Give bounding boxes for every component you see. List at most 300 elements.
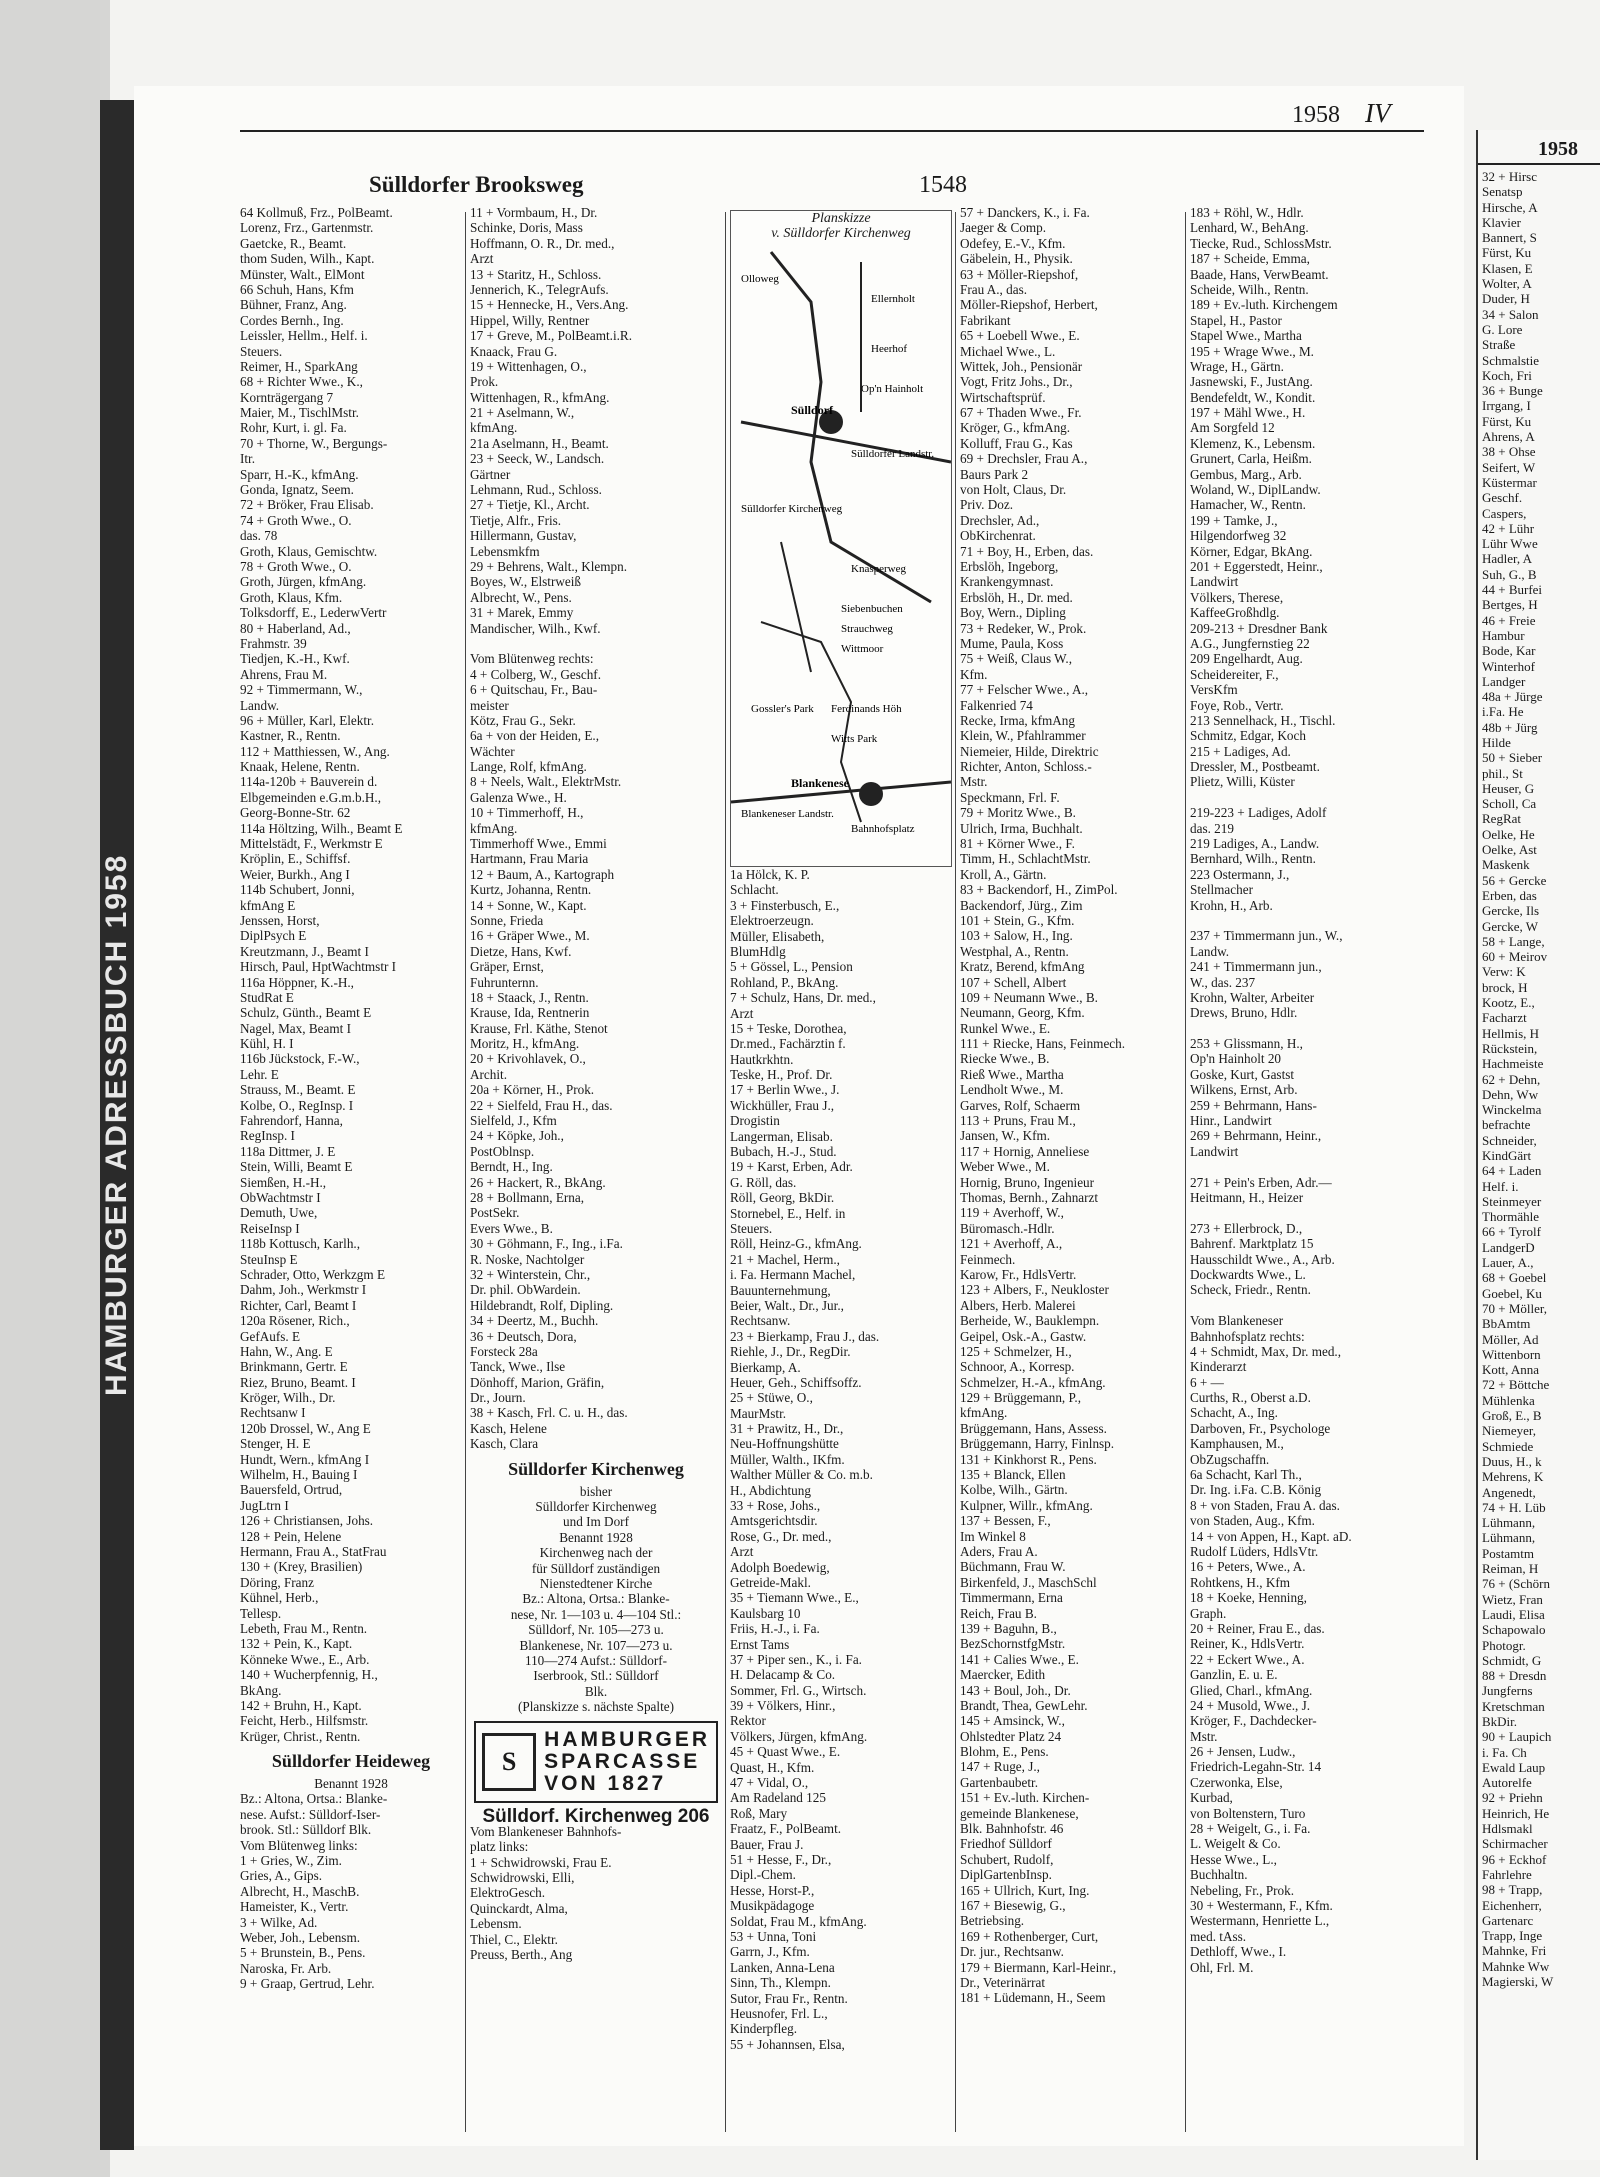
directory-entry: Blk. Bahnhofstr. 46 xyxy=(960,1821,1064,1837)
directory-entry: Timmermann, Erna xyxy=(960,1590,1063,1606)
directory-entry: Buchhaltn. xyxy=(1190,1867,1248,1883)
directory-entry: Ganzlin, E. u. E. xyxy=(1190,1667,1278,1683)
directory-entry: 1 + Schwidrowski, Frau E. xyxy=(470,1854,612,1870)
directory-entry: Schubert, Rudolf, xyxy=(960,1851,1054,1867)
directory-entry: Kott, Anna xyxy=(1482,1362,1540,1378)
map-label: Sülldorfer Kirchenweg xyxy=(741,502,843,515)
directory-entry: Angenedt, xyxy=(1482,1484,1536,1500)
directory-entry: 183 + Röhl, W., Hdlr. xyxy=(1190,205,1304,220)
ad-line-2: SPARCASSE xyxy=(544,1749,701,1773)
directory-entry: 56 + Gercke xyxy=(1482,872,1547,888)
directory-entry: 137 + Bessen, F., xyxy=(960,1513,1051,1529)
directory-entry: 189 + Ev.-luth. Kirchengem xyxy=(1190,297,1338,313)
directory-entry: Walther Müller & Co. m.b. xyxy=(730,1467,873,1483)
directory-entry: Kurbad, xyxy=(1190,1790,1233,1806)
directory-entry: Goske, Kurt, Gastst xyxy=(1190,1066,1295,1082)
column-4 xyxy=(960,205,1182,2090)
directory-entry: Kretschman xyxy=(1482,1698,1545,1714)
directory-entry: 24 + Köpke, Joh., xyxy=(470,1128,564,1144)
directory-entry: Scheck, Friedr., Rentn. xyxy=(1190,1282,1311,1298)
directory-entry: Weber Wwe., M. xyxy=(960,1159,1050,1175)
directory-entry: JugLtrn I xyxy=(240,1497,289,1513)
directory-entry: Boyes, W., Elstrweiß xyxy=(470,574,581,590)
directory-entry: 67 + Thaden Wwe., Fr. xyxy=(960,405,1082,421)
directory-entry: Nienstedtener Kirche xyxy=(539,1575,653,1591)
directory-entry: 179 + Biermann, Karl-Heinr., xyxy=(960,1959,1117,1975)
directory-entry: Strauss, M., Beamt. E xyxy=(240,1082,356,1098)
directory-entry: Dr. Ing. i.Fa. C.B. König xyxy=(1190,1482,1322,1498)
directory-entry: Wächter xyxy=(470,743,515,759)
directory-entry: das. 219 xyxy=(1190,820,1234,836)
directory-entry: 10 + Timmerhoff, H., xyxy=(470,805,584,821)
directory-entry: W., das. 237 xyxy=(1190,974,1256,990)
directory-entry: 269 + Behrmann, Heinr., xyxy=(1190,1128,1322,1144)
directory-entry: 114a-120b + Bauverein d. xyxy=(240,774,378,790)
directory-entry: Kröger, Wilh., Dr. xyxy=(240,1390,336,1406)
directory-entry: Brandt, Thea, GewLehr. xyxy=(960,1697,1088,1713)
header-volume: IV xyxy=(1365,98,1391,128)
directory-entry: 23 + Seeck, W., Landsch. xyxy=(470,451,605,467)
directory-entry: 12 + Baum, A., Kartograph xyxy=(470,866,615,882)
directory-entry: 75 + Weiß, Claus W., xyxy=(960,651,1073,667)
directory-entry: Rechtsanw. xyxy=(730,1313,791,1329)
map-label: Witts Park xyxy=(831,732,878,745)
directory-entry: Benannt 1928 xyxy=(559,1529,633,1545)
directory-entry: BkDir. xyxy=(1482,1713,1518,1729)
directory-entry: Jaeger & Comp. xyxy=(960,220,1047,236)
directory-entry: Knaak, Helene, Rentn. xyxy=(240,759,360,775)
directory-entry: 60 + Meirov xyxy=(1482,949,1548,965)
book-spine xyxy=(100,100,134,2150)
directory-entry: Groth, Klaus, Gemischtw. xyxy=(240,543,378,559)
directory-entry: Schmelzer, H.-A., kfmAng. xyxy=(960,1374,1106,1390)
directory-entry: Wilkens, Ernst, Arb. xyxy=(1190,1082,1298,1098)
directory-entry: Hilde xyxy=(1482,734,1511,750)
map-label: Blankenese xyxy=(791,775,850,790)
directory-entry: Michael Wwe., L. xyxy=(960,343,1056,359)
directory-entry: 129 + Brüggemann, P., xyxy=(960,1390,1081,1406)
directory-entry: Schneider, xyxy=(1482,1132,1537,1148)
directory-entry: Gries, A., Gips. xyxy=(240,1868,323,1884)
directory-entry: med. tAss. xyxy=(1190,1928,1247,1944)
directory-entry: Landger xyxy=(1482,673,1526,689)
directory-entry: Röll, Heinz-G., kfmAng. xyxy=(730,1236,862,1252)
directory-entry: Gercke, Ils xyxy=(1482,903,1540,919)
directory-entry: VersKfm xyxy=(1190,682,1238,698)
directory-entry: Lehr. E xyxy=(240,1066,279,1082)
directory-entry: 11 + Vormbaum, H., Dr. xyxy=(470,205,598,220)
directory-entry: Niemeyer, xyxy=(1482,1423,1536,1439)
directory-entry: DiplPsych E xyxy=(240,928,307,944)
directory-entry: Beier, Walt., Dr., Jur., xyxy=(730,1297,844,1313)
directory-entry: 66 Schuh, Hans, Kfm xyxy=(240,281,354,297)
directory-entry: Hellmis, H xyxy=(1482,1025,1540,1041)
directory-entry: Groth, Klaus, Kfm. xyxy=(240,589,343,605)
directory-entry: Seifert, W xyxy=(1482,459,1536,475)
directory-entry: Bubach, H.-J., Stud. xyxy=(730,1144,837,1160)
directory-entry: Kolbe, O., RegInsp. I xyxy=(240,1097,354,1113)
directory-entry: PostSekr. xyxy=(470,1205,520,1221)
directory-entry: 19 + Karst, Erben, Adr. xyxy=(730,1159,853,1175)
directory-entry: Neumann, Georg, Kfm. xyxy=(960,1005,1085,1021)
directory-entry: Hartmann, Frau Maria xyxy=(470,851,589,867)
directory-entry: Dietze, Hans, Kwf. xyxy=(470,943,572,959)
directory-entry: 98 + Trapp, xyxy=(1482,1882,1543,1898)
directory-entry: Kaulsbarg 10 xyxy=(730,1605,801,1621)
directory-entry: Preuss, Berth., Ang xyxy=(470,1947,573,1963)
directory-entry: das. 78 xyxy=(240,528,278,544)
directory-entry: Fraatz, F., PolBeamt. xyxy=(730,1821,842,1837)
directory-entry: Quinckardt, Alma, xyxy=(470,1900,568,1916)
directory-entry: Sinn, Th., Klempn. xyxy=(730,1975,831,1991)
directory-entry: Rose, G., Dr. med., xyxy=(730,1528,832,1544)
directory-entry: 116a Höppner, K.-H., xyxy=(240,974,354,990)
directory-entry: 25 + Stüwe, O., xyxy=(730,1390,813,1406)
directory-entry: Timm, H., SchlachtMstr. xyxy=(960,851,1091,867)
directory-entry: 22 + Eckert Wwe., A. xyxy=(1190,1651,1305,1667)
directory-entry: 114a Höltzing, Wilh., Beamt E xyxy=(240,820,403,836)
directory-entry: Falkenried 74 xyxy=(960,697,1033,713)
directory-entry: Kootz, E., xyxy=(1482,995,1535,1011)
directory-entry: Vom Blankeneser xyxy=(1190,1313,1284,1329)
directory-entry: 38 + Ohse xyxy=(1482,444,1536,460)
directory-entry: Dr. phil. ObWardein. xyxy=(470,1282,581,1298)
directory-entry: Könneke Wwe., E., Arb. xyxy=(240,1651,370,1667)
directory-entry: Maercker, Edith xyxy=(960,1667,1046,1683)
directory-entry: 213 Sennelhack, H., Tischl. xyxy=(1190,712,1336,728)
directory-entry: Bühner, Franz, Ang. xyxy=(240,297,347,313)
directory-entry: kfmAng E xyxy=(240,897,296,913)
directory-entry: Bernhard, Wilh., Rentn. xyxy=(1190,851,1316,867)
directory-entry: Gartenbaubetr. xyxy=(960,1774,1038,1790)
directory-entry: 111 + Riecke, Hans, Feinmech. xyxy=(960,1036,1126,1052)
ad-text-block xyxy=(544,1729,710,1795)
directory-entry: 140 + Wucherpfennig, H., xyxy=(240,1667,378,1683)
directory-entry: Krankengymnast. xyxy=(960,574,1054,590)
directory-entry: Rohtkens, H., Kfm xyxy=(1190,1574,1291,1590)
directory-entry xyxy=(1190,1021,1418,1036)
directory-entry: 77 + Felscher Wwe., A., xyxy=(960,682,1089,698)
directory-entry: Woland, W., DiplLandw. xyxy=(1190,482,1321,498)
facing-page-fragment xyxy=(1476,130,1600,2160)
directory-entry xyxy=(1190,790,1418,805)
directory-entry: 74 + H. Lüb xyxy=(1482,1499,1546,1515)
directory-entry: Hornig, Bruno, Ingenieur xyxy=(960,1174,1095,1190)
directory-entry: Geschf. xyxy=(1482,490,1523,506)
directory-entry: Stellmacher xyxy=(1190,882,1253,898)
directory-entry: Lühmann, xyxy=(1482,1515,1536,1531)
directory-entry: 44 + Burfei xyxy=(1482,582,1543,598)
map-label: Ferdinands Höh xyxy=(831,702,902,715)
directory-entry: 6 + Quitschau, Fr., Bau- xyxy=(470,682,598,698)
directory-entry: 9 + Graap, Gertrud, Lehr. xyxy=(240,1976,375,1992)
directory-entry: Rohr, Kurt, i. gl. Fa. xyxy=(240,420,347,436)
directory-entry: Garrn, J., Kfm. xyxy=(730,1944,810,1960)
directory-entry: Kolluff, Frau G., Kas xyxy=(960,435,1073,451)
directory-entry: 219-223 + Ladiges, Adolf xyxy=(1190,805,1327,821)
directory-entry: 64 + Laden xyxy=(1482,1163,1542,1179)
directory-entry: Scholl, Ca xyxy=(1482,796,1537,812)
directory-entry: Ohl, Frl. M. xyxy=(1190,1959,1254,1975)
map-label: Knasperweg xyxy=(851,562,906,575)
directory-entry: Krüger, Christ., Rentn. xyxy=(240,1728,361,1744)
directory-entry: Stapel Wwe., Martha xyxy=(1190,328,1302,344)
directory-entry: Brinkmann, Gertr. E xyxy=(240,1359,348,1375)
directory-entry: 132 + Pein, K., Kapt. xyxy=(240,1636,353,1652)
ad-line-1: HAMBURGER xyxy=(544,1727,710,1751)
directory-entry: 20 + Krivohlavek, O., xyxy=(470,1051,586,1067)
directory-entry: Weber, Joh., Lebensm. xyxy=(240,1929,360,1945)
directory-entry: Feicht, Herb., Hilfsmstr. xyxy=(240,1713,369,1729)
directory-entry: 14 + Sonne, W., Kapt. xyxy=(470,897,587,913)
directory-entry: Kroll, A., Gärtn. xyxy=(960,866,1047,882)
directory-entry: Sielfeld, J., Kfm xyxy=(470,1113,557,1129)
directory-entry: Kröger, F., Dachdecker- xyxy=(1190,1713,1317,1729)
directory-entry: ReiseInsp I xyxy=(240,1220,300,1236)
directory-entry: Hoffmann, O. R., Dr. med., xyxy=(470,235,615,251)
directory-entry: Rieß Wwe., Martha xyxy=(960,1066,1064,1082)
directory-entry: 118a Dittmer, J. E xyxy=(240,1143,336,1159)
directory-entry: R. Noske, Nachtolger xyxy=(470,1251,585,1267)
directory-entry: 32 + Hirsc xyxy=(1482,169,1537,184)
directory-entry: Bannert, S xyxy=(1482,230,1537,246)
directory-entry: Kühnel, Herb., xyxy=(240,1590,319,1606)
directory-entry: 27 + Tietje, Kl., Archt. xyxy=(470,497,590,513)
directory-entry: Facharzt xyxy=(1482,1010,1527,1026)
directory-entry: Sutor, Frau Fr., Rentn. xyxy=(730,1990,848,2006)
directory-entry: 121 + Averhoff, A., xyxy=(960,1236,1063,1252)
directory-entry: 64 Kollmuß, Frz., PolBeamt. xyxy=(240,205,393,220)
directory-entry: Wittek, Joh., Pensionär xyxy=(960,358,1083,374)
directory-entry: Oelke, Ast xyxy=(1482,842,1537,858)
directory-entry: Kfm. xyxy=(960,666,988,682)
directory-entry: Oelke, He xyxy=(1482,826,1535,842)
directory-entry: Plietz, Willi, Küster xyxy=(1190,774,1295,790)
directory-entry: Tellesp. xyxy=(240,1605,282,1621)
directory-entry: 88 + Dresdn xyxy=(1482,1668,1547,1684)
directory-entry: Tiecke, Rud., SchlossMstr. xyxy=(1190,235,1332,251)
directory-entry: Möller-Riepshof, Herbert, xyxy=(960,297,1098,313)
directory-entry: Kirchenweg nach der xyxy=(539,1545,653,1561)
directory-entry: 72 + Böttche xyxy=(1482,1377,1550,1393)
directory-entry: Albers, Herb. Malerei xyxy=(960,1297,1076,1313)
directory-entry: Müller, Elisabeth, xyxy=(730,928,825,944)
directory-entry: 3 + Wilke, Ad. xyxy=(240,1914,318,1930)
directory-entry: Schlacht. xyxy=(730,882,779,898)
directory-entry: Speckmann, Frl. F. xyxy=(960,789,1060,805)
directory-entry xyxy=(1190,1159,1418,1174)
directory-entry xyxy=(1190,1205,1418,1220)
directory-entry: Lebeth, Frau M., Rentn. xyxy=(240,1620,368,1636)
directory-entry: 45 + Quast Wwe., E. xyxy=(730,1744,841,1760)
directory-entry: Erben, das xyxy=(1482,887,1537,903)
directory-entry: Dönhoff, Marion, Gräfin, xyxy=(470,1374,605,1390)
directory-entry: Blk. xyxy=(584,1683,608,1699)
directory-entry: 253 + Glissmann, H., xyxy=(1190,1036,1303,1052)
directory-entry: 96 + Eckhof xyxy=(1482,1851,1547,1867)
directory-entry: kfmAng. xyxy=(960,1405,1008,1421)
directory-entry: 19 + Wittenhagen, O., xyxy=(470,358,587,374)
directory-entry: Mahnke Ww xyxy=(1482,1958,1550,1974)
map-subtitle: v. Sülldorfer Kirchenweg xyxy=(771,226,911,242)
directory-entry: Rudolf Lüders, HdlsVtr. xyxy=(1190,1543,1319,1559)
directory-entry: Steuers. xyxy=(240,343,283,359)
directory-entry: Prok. xyxy=(470,374,499,390)
directory-entry: Curths, R., Oberst a.D. xyxy=(1190,1390,1311,1406)
directory-entry: Bode, Kar xyxy=(1482,643,1536,659)
directory-entry: Fürst, Ku xyxy=(1482,413,1532,429)
directory-entry: Lenhard, W., BehAng. xyxy=(1190,220,1309,236)
directory-entry: Evers Wwe., B. xyxy=(470,1220,553,1236)
directory-entry: Hahn, W., Ang. E xyxy=(240,1343,333,1359)
column-divider xyxy=(1185,212,1186,2132)
directory-entry: Feinmech. xyxy=(960,1251,1016,1267)
directory-entry: 223 Ostermann, J., xyxy=(1190,866,1290,882)
map-label: Sülldorf xyxy=(791,402,834,417)
directory-entry: Tanck, Wwe., Ilse xyxy=(470,1359,566,1375)
directory-entry: 118b Kottusch, Karlh., xyxy=(240,1236,361,1252)
directory-entry: Bauersfeld, Ortrud, xyxy=(240,1482,343,1498)
directory-entry: 15 + Teske, Dorothea, xyxy=(730,1020,847,1036)
directory-entry: ObWachtmstr I xyxy=(240,1190,321,1205)
header-year: 1958 xyxy=(1292,102,1340,128)
directory-entry: Ewald Laup xyxy=(1482,1759,1546,1775)
directory-entry: 209-213 + Dresdner Bank xyxy=(1190,620,1328,636)
directory-entry: Bauer, Frau J. xyxy=(730,1836,804,1852)
directory-entry: 6 + — xyxy=(1190,1374,1224,1390)
directory-entry: 241 + Timmermann jun., xyxy=(1190,959,1322,975)
directory-entry: Dr., Veterinärrat xyxy=(960,1974,1046,1990)
directory-entry: Bahrenf. Marktplatz 15 xyxy=(1190,1236,1314,1252)
directory-entry: Elektroerzeugn. xyxy=(730,913,814,929)
directory-entry: Schacht, A., Ing. xyxy=(1190,1405,1278,1421)
map-title: Planskizze xyxy=(811,211,871,226)
directory-entry: Garves, Rolf, Schaerm xyxy=(960,1097,1081,1113)
directory-entry: 73 + Redeker, W., Prok. xyxy=(960,620,1087,636)
directory-entry: Gaetcke, R., Beamt. xyxy=(240,235,347,251)
directory-entry: Dehn, Ww xyxy=(1482,1086,1539,1102)
directory-entry: Hilgendorfweg 32 xyxy=(1190,528,1287,544)
directory-entry: Vom Blankeneser Bahnhofs- xyxy=(470,1823,622,1839)
directory-entry: Brüggemann, Hans, Assess. xyxy=(960,1420,1107,1436)
directory-entry: Wolter, A xyxy=(1482,276,1532,292)
directory-entry: Suh, G., B xyxy=(1482,566,1537,582)
directory-entry: G. Lore xyxy=(1482,321,1523,337)
directory-entry: Koch, Fri xyxy=(1482,367,1532,383)
directory-entry: 34 + Deertz, M., Buchh. xyxy=(470,1313,599,1329)
directory-entry: Erbslöh, H., Dr. med. xyxy=(960,589,1073,605)
directory-entry: Gräper, Ernst, xyxy=(470,959,544,975)
column-divider xyxy=(465,212,466,2132)
directory-entry: Küstermar xyxy=(1482,474,1537,490)
column-divider xyxy=(725,212,726,2132)
directory-entry: 209 Engelhardt, Aug. xyxy=(1190,651,1303,667)
directory-entry: RegInsp. I xyxy=(240,1128,295,1144)
directory-entry: Jennerich, K., TelegrAufs. xyxy=(470,281,609,297)
directory-entry: Klavier xyxy=(1482,214,1521,230)
directory-entry: Hadler, A xyxy=(1482,551,1533,567)
map-label: Blankeneser Landstr. xyxy=(741,807,834,820)
directory-entry: Scheidereiter, F., xyxy=(1190,666,1279,682)
column-divider xyxy=(955,212,956,2132)
directory-entry: Dr. jur., Rechtsanw. xyxy=(960,1944,1064,1960)
directory-entry: Wickhüller, Frau J., xyxy=(730,1097,835,1113)
directory-entry: Vogt, Fritz Johs., Dr., xyxy=(960,374,1073,390)
directory-entry: Lange, Rolf, kfmAng. xyxy=(470,759,587,775)
directory-entry: Nebeling, Fr., Prok. xyxy=(1190,1882,1295,1898)
directory-entry: Geipel, Osk.-A., Gastw. xyxy=(960,1328,1087,1344)
directory-entry: Schmitz, Edgar, Koch xyxy=(1190,728,1306,744)
directory-entry: Stenger, H. E xyxy=(240,1436,311,1452)
directory-entry: Bauunternehmung, xyxy=(730,1282,831,1298)
directory-entry: Lebensmkfm xyxy=(470,543,540,559)
directory-entry: Glied, Charl., kfmAng. xyxy=(1190,1682,1313,1698)
directory-entry: für Sülldorf zuständigen xyxy=(531,1560,661,1576)
directory-entry: Blankenese, Nr. 107—273 u. xyxy=(519,1637,673,1653)
ad-footer: Sülldorf. Kirchenweg 206 xyxy=(482,1805,710,1827)
directory-entry: Elbgemeinden e.G.m.b.H., xyxy=(240,789,381,805)
directory-entry: Erbslöh, Ingeborg, xyxy=(960,558,1059,574)
directory-entry: Groth, Jürgen, kfmAng. xyxy=(240,574,367,590)
directory-entry: Wirtschaftsprüf. xyxy=(960,389,1046,405)
directory-entry: i. Fa. Hermann Machel, xyxy=(730,1267,856,1283)
directory-entry: Mehrens, K xyxy=(1482,1469,1544,1485)
directory-entry: Blohm, E., Pens. xyxy=(960,1744,1049,1760)
directory-entry: 4 + Colberg, W., Geschf. xyxy=(470,666,601,682)
directory-entry: Kinderpfleg. xyxy=(730,2021,798,2037)
directory-entry: Arzt xyxy=(730,1005,754,1021)
directory-entry: Kötz, Frau G., Sekr. xyxy=(470,712,576,728)
directory-entry: Mühlenka xyxy=(1482,1392,1535,1408)
directory-entry: 26 + Jensen, Ludw., xyxy=(1190,1744,1296,1760)
directory-entry: Hippel, Willy, Rentner xyxy=(470,312,590,328)
directory-entry: 90 + Laupich xyxy=(1482,1729,1552,1745)
directory-entry: Adolph Boedewig, xyxy=(730,1559,830,1575)
directory-entry: 81 + Körner Wwe., F. xyxy=(960,836,1075,852)
directory-entry: Sommer, Frl. G., Wirtsch. xyxy=(730,1682,867,1698)
directory-entry: LandgerD xyxy=(1482,1239,1535,1255)
directory-entry: 62 + Dehn, xyxy=(1482,1071,1541,1087)
directory-entry: Klemenz, K., Lebensm. xyxy=(1190,435,1316,451)
directory-entry: thom Suden, Wilh., Kapt. xyxy=(240,251,375,267)
directory-entry: brock, H xyxy=(1482,979,1528,995)
directory-entry: 36 + Deutsch, Dora, xyxy=(470,1328,577,1344)
directory-entry: Wrage, H., Gärtn. xyxy=(1190,358,1284,374)
directory-entry: Niemeier, Hilde, Direktric xyxy=(960,743,1099,759)
directory-entry: Steinmeyer xyxy=(1482,1193,1542,1209)
directory-entry: Iserbrook, Stl.: Sülldorf xyxy=(533,1668,659,1684)
directory-entry: Leissler, Hellm., Helf. i. xyxy=(240,328,368,344)
directory-entry: Münster, Walt., ElMont xyxy=(240,266,365,282)
directory-entry: Bendefeldt, W., Kondit. xyxy=(1190,389,1316,405)
directory-entry: Dahm, Joh., Werkmstr I xyxy=(240,1282,367,1298)
directory-entry: Lauer, A., xyxy=(1482,1255,1534,1271)
directory-entry: befrachte xyxy=(1482,1117,1531,1133)
map-label: Sülldorfer Landstr. xyxy=(851,447,935,460)
directory-entry: G. Röll, das. xyxy=(730,1174,797,1190)
directory-entry: Völkers, Therese, xyxy=(1190,589,1284,605)
directory-entry: Krohn, Walter, Arbeiter xyxy=(1190,989,1315,1005)
directory-entry: 66 + Tyrolf xyxy=(1482,1224,1541,1240)
street-map-sketch xyxy=(730,210,952,867)
directory-entry: Heinrich, He xyxy=(1482,1805,1550,1821)
directory-entry: Gärtner xyxy=(470,466,511,482)
column-5 xyxy=(1190,205,1418,2090)
directory-entry: Kulpner, Willr., kfmAng. xyxy=(960,1497,1093,1513)
directory-entry: Klein, W., Pfahlrammer xyxy=(960,728,1086,744)
directory-entry: Richter, Carl, Beamt I xyxy=(240,1297,357,1313)
directory-entry: 237 + Timmermann jun., W., xyxy=(1190,928,1343,944)
